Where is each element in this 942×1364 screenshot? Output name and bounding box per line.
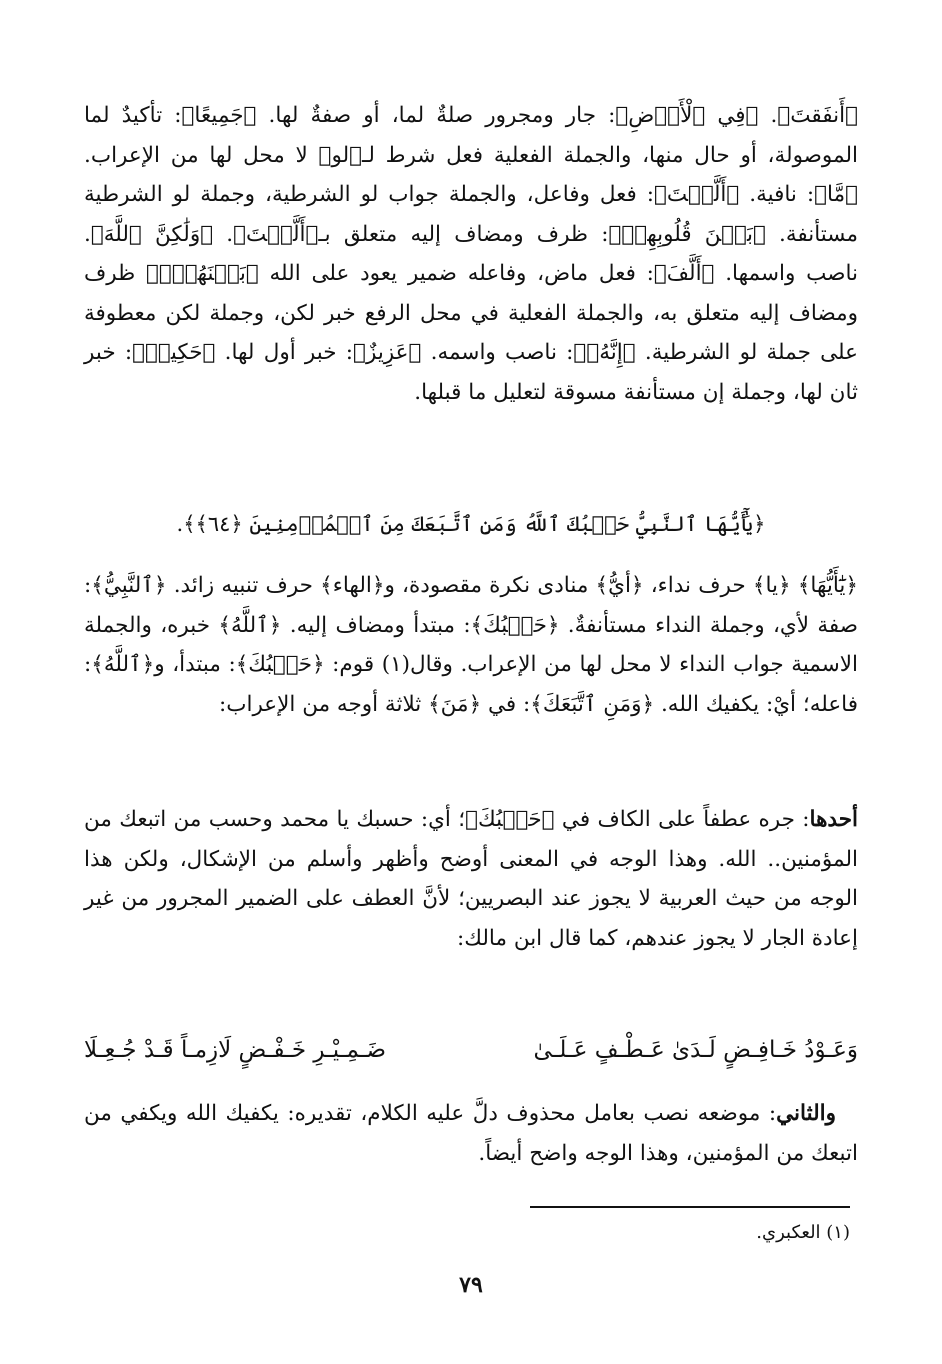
- footnote: (١) العكبري.: [756, 1222, 850, 1243]
- paragraph-second-aspect: [84, 1094, 858, 1173]
- paragraph-irab-verse: ﴿يَٰٓأَيُّهَا﴾ ﴿يا﴾ حرف نداء، ﴿أيُّ﴾ منادى نكرة مقصودة، و﴿الهاء﴾ حرف تنبيه زائد. ﴿ٱلنَّبِيُّ﴾: صفة لأي، وجملة النداء مستأنفةٌ. ﴿حَسۡبُكَ﴾: مبتدأ ومضاف إليه. ﴿ٱللَّهُ﴾ خبره، والجملة الاسمية جواب النداء لا محل لها من الإعراب. وقال(١) قوم: ﴿حَسۡبُكَ﴾: مبتدأ، و﴿ٱللَّهُ﴾: فاعله؛ أيْ: يكفيك الله. ﴿وَمَنِ ٱتَّبَعَكَ﴾: في ﴿مَنَ﴾ ثلاثة أوجه من الإعراب:: [84, 573, 858, 717]
- second-aspect-text: : موضعه نصب بعامل محذوف دلَّ عليه الكلام، تقديره: يكفيك الله ويكفي من اتبعك من المؤمنين، وهذا الوجه واضح أيضاً.: [84, 1101, 858, 1166]
- quran-verse-64: ﴿يَٰٓأَيُّهَا ٱلنَّبِيُّ حَسۡبُكَ ٱللَّهُ وَمَنِ ٱتَّبَعَكَ مِنَ ٱلۡمُؤۡمِنِينَ ﴿٦٤﴾﴾.: [176, 512, 766, 536]
- footnote-separator: [530, 1206, 850, 1208]
- second-aspect-label: والثاني: [776, 1101, 836, 1126]
- poem-verse: [84, 1030, 858, 1070]
- poem-hemistich-second: ضَـمِـيْـرِ خَـفْـضٍ لَازِمـاً قَـدْ جُـعِـلَا: [84, 1037, 387, 1063]
- first-aspect-label: أحدها: [809, 807, 858, 832]
- page-number: ٧٩: [459, 1272, 483, 1298]
- paragraph-irab-anfaqta: ﴿أَنفَقتَ﴾. ﴿فِي ٱلْأَرۡضِ﴾: جار ومجرور صلةٌ لما، أو صفةٌ لها. ﴿جَمِيعًا﴾: تأكيدٌ لما الموصولة، أو حال منها، والجملة الفعلية فعل شرط لـ﴿لو﴾ لا محل لها من الإعراب. ﴿مَّا﴾: نافية. ﴿أَلَّفۡتَ﴾: فعل وفاعل، والجملة جواب لو الشرطية، وجملة لو الشرطية مستأنفة. ﴿بَيۡنَ قُلُوبِهِمۡ﴾: ظرف ومضاف إليه متعلق بـ﴿أَلَّفۡتَ﴾. ﴿وَلَٰكِنَّ ٱللَّهَ﴾. ناصب واسمها. ﴿أَلَّفَ﴾: فعل ماض، وفاعله ضمير يعود على الله ﴿بَيۡنَهُمۡۚ﴾ ظرف ومضاف إليه متعلق به، والجملة الفعلية في محل الرفع خبر لكن، وجملة لكن معطوفة على جملة لو الشرطية. ﴿إِنَّهُۥ﴾: ناصب واسمه. ﴿عَزِيزٌ﴾: خبر أول لها. ﴿حَكِيمٞ﴾: خبر ثان لها، وجملة إن مستأنفة مسوقة لتعليل ما قبلها.: [84, 103, 858, 405]
- first-aspect-text: : جره عطفاً على الكاف في ﴿حَسۡبُكَ﴾؛ أي: حسبك يا محمد وحسب من اتبعك من المؤمنين.. الله. وهذا الوجه في المعنى أوضح وأظهر وأسلم من الإشكال، ولكن هذا الوجه من حيث العربية لا يجوز عند البصريين؛ لأنَّ العطف على الضمير المجرور من غير إعادة الجار لا يجوز عندهم، كما قال ابن مالك:: [84, 807, 858, 951]
- poem-hemistich-first: وَعَـوْدُ خَـافِـضٍ لَـدَىٰ عَـطْـفٍ عَـلَـىٰ: [533, 1037, 858, 1063]
- paragraph-first-aspect: [84, 800, 858, 958]
